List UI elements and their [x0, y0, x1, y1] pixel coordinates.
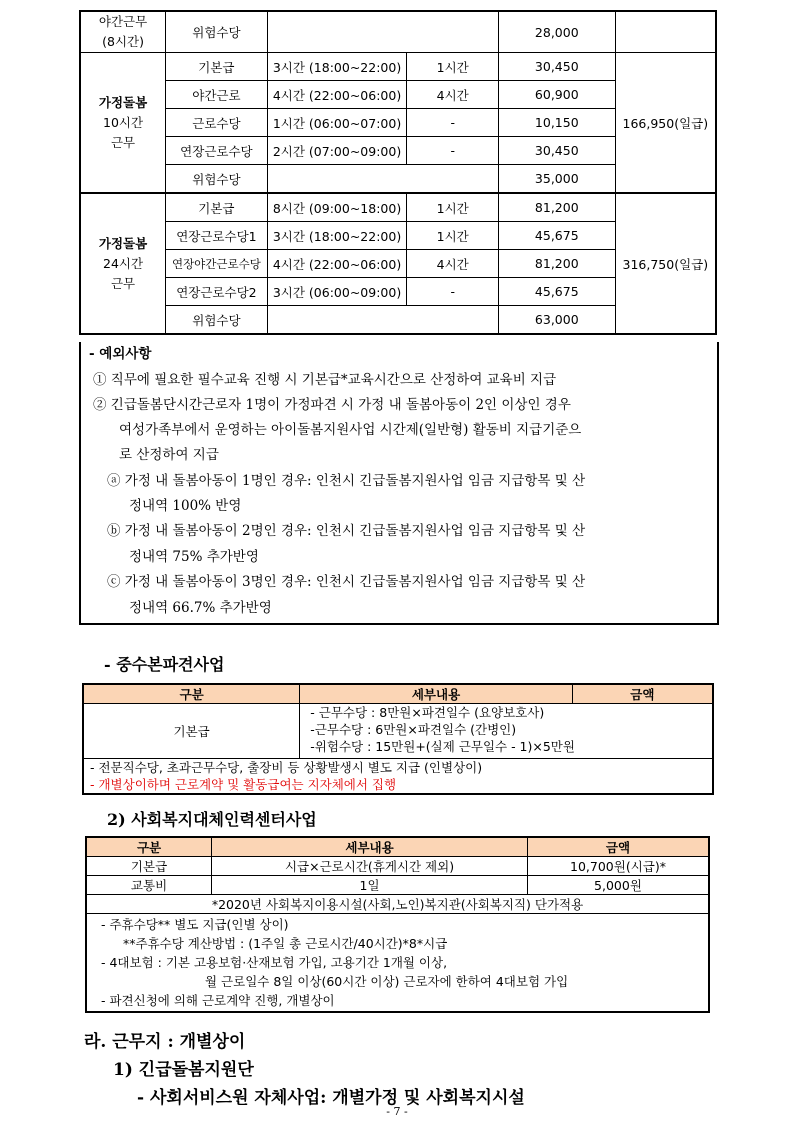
row-label: 교통비 — [86, 876, 212, 895]
total-cell — [615, 11, 716, 53]
item-cell: 연장야간근로수당 — [166, 250, 268, 278]
section-1-heading: 1) 긴급돌봄지원단 — [113, 1060, 254, 1080]
table-row — [83, 759, 713, 795]
table-row — [86, 857, 709, 876]
table-row — [86, 895, 709, 914]
amount-cell: 81,200 — [499, 193, 616, 222]
time-cell — [267, 165, 498, 194]
exception-line: 여성가족부에서 운영하는 아이돌봄지원사업 시간제(일반형) 활동비 지급기준으 — [119, 422, 582, 438]
note-line: - 4대보험 : 기본 고용보험·산재보험 가입, 고용기간 1개월 이상, — [101, 955, 448, 970]
note-line: - 전문직수당, 초과근무수당, 출장비 등 상황발생시 별도 지급 (인별상이) — [90, 760, 483, 775]
footnote-cell: *2020년 사회복지이용시설(사회,노인)복지관(사회복지직) 단가적용 — [86, 895, 709, 914]
amount-cell: 63,000 — [499, 306, 616, 335]
exception-line: 로 산정하여 지급 — [119, 447, 219, 463]
amount-cell: 10,700원(시급)* — [527, 857, 709, 876]
time-cell: 3시간 (18:00~22:00) — [267, 53, 407, 81]
group-cell — [80, 53, 166, 194]
detail-line: -근무수당 : 6만원×파견일수 (간병인) — [310, 722, 517, 737]
exception-line: ① 직무에 필요한 필수교육 진행 시 기본급*교육시간으로 산정하여 교육비 지급 — [93, 372, 557, 388]
wage-table — [79, 10, 717, 335]
item-cell: 연장근로수당2 — [166, 278, 268, 306]
amount-cell: 45,675 — [499, 278, 616, 306]
rest-cell: - — [407, 278, 499, 306]
detail-line: -위험수당 : 15만원+(실제 근무일수 - 1)×5만원 — [310, 739, 575, 754]
table-row — [80, 53, 716, 81]
dispatch-heading: - 중수본파견사업 — [104, 655, 225, 674]
item-cell: 위험수당 — [166, 165, 268, 194]
row-label: 기본급 — [86, 857, 212, 876]
header-cell: 세부내용 — [300, 684, 572, 704]
detail-cell: 1일 — [212, 876, 528, 895]
time-cell: 8시간 (09:00~18:00) — [267, 193, 407, 222]
rest-cell: 4시간 — [407, 250, 499, 278]
item-cell: 위험수당 — [166, 11, 268, 53]
rest-cell: 1시간 — [407, 53, 499, 81]
page-number: - 7 - — [386, 1105, 408, 1118]
item-cell: 위험수당 — [166, 306, 268, 335]
group-label: 가정돌봄 — [98, 235, 148, 251]
table-row — [86, 914, 709, 1013]
header-cell: 구분 — [86, 837, 212, 857]
note-line-red: - 개별상이하며 근로계약 및 활동급여는 지자체에서 집행 — [90, 777, 397, 792]
header-cell: 구분 — [83, 684, 300, 704]
exception-line: 정내역 75% 추가반영 — [129, 549, 259, 565]
time-cell: 3시간 (18:00~22:00) — [267, 222, 407, 250]
item-cell: 기본급 — [166, 53, 268, 81]
group-cell — [80, 193, 166, 334]
exception-line: ⓐ 가정 내 돌봄아동이 1명인 경우: 인천시 긴급돌봄지원사업 임금 지급항목 및 산 — [107, 473, 586, 489]
exceptions-box — [79, 342, 719, 625]
table-row — [80, 11, 716, 53]
social-table — [85, 836, 710, 1013]
note-line: - 주휴수당** 별도 지급(인별 상이) — [101, 917, 289, 932]
social-heading: 2) 사회복지대체인력센터사업 — [107, 810, 317, 829]
note-line: 월 근로일수 8일 이상(60시간 이상) 근로자에 한하여 4대보험 가입 — [205, 974, 569, 989]
amount-cell: 5,000원 — [527, 876, 709, 895]
amount-cell: 30,450 — [499, 137, 616, 165]
table-row — [80, 193, 716, 222]
amount-cell: 81,200 — [499, 250, 616, 278]
group-sub: 10시간 — [103, 114, 144, 130]
amount-cell: 10,150 — [499, 109, 616, 137]
amount-cell: 60,900 — [499, 81, 616, 109]
group-sub: 24시간 — [103, 255, 144, 271]
time-cell: 1시간 (06:00~07:00) — [267, 109, 407, 137]
time-cell: 4시간 (22:00~06:00) — [267, 250, 407, 278]
details-cell — [300, 704, 713, 759]
time-cell — [267, 306, 498, 335]
item-cell: 기본급 — [166, 193, 268, 222]
total-cell: 316,750(일급) — [615, 193, 716, 334]
table-row — [86, 876, 709, 895]
table-header-row — [86, 837, 709, 857]
header-cell: 금액 — [527, 837, 709, 857]
time-cell: 4시간 (22:00~06:00) — [267, 81, 407, 109]
notes-cell — [83, 759, 713, 795]
group-label: 야간근무 — [98, 14, 148, 29]
group-sub: 근무 — [110, 275, 136, 291]
time-cell: 2시간 (07:00~09:00) — [267, 137, 407, 165]
exception-line: ⓑ 가정 내 돌봄아동이 2명인 경우: 인천시 긴급돌봄지원사업 임금 지급항목 및 산 — [107, 523, 586, 539]
exception-line: ⓒ 가정 내 돌봄아동이 3명인 경우: 인천시 긴급돌봄지원사업 임금 지급항목 및 산 — [107, 574, 586, 590]
rest-cell: 1시간 — [407, 222, 499, 250]
group-sub: (8시간) — [102, 34, 144, 49]
time-cell — [267, 11, 498, 53]
amount-cell: 30,450 — [499, 53, 616, 81]
section-la-heading: 라. 근무지 : 개별상이 — [84, 1032, 246, 1052]
table-row — [83, 704, 713, 759]
section-dash-heading: - 사회서비스원 자체사업: 개별가정 및 사회복지시설 — [137, 1088, 525, 1108]
exceptions-title: - 예외사항 — [89, 346, 152, 362]
exception-line: 정내역 100% 반영 — [129, 498, 242, 514]
time-cell: 3시간 (06:00~09:00) — [267, 278, 407, 306]
detail-line: - 근무수당 : 8만원×파견일수 (요양보호사) — [310, 705, 545, 720]
notes-cell — [86, 914, 709, 1013]
exception-line: ② 긴급돌봄단시간근로자 1명이 가정파견 시 가정 내 돌봄아동이 2인 이상인 경우 — [93, 397, 571, 413]
amount-cell: 28,000 — [499, 11, 616, 53]
header-cell: 세부내용 — [212, 837, 528, 857]
group-label: 가정돌봄 — [98, 94, 148, 110]
rest-cell: 1시간 — [407, 193, 499, 222]
item-cell: 연장근로수당 — [166, 137, 268, 165]
detail-cell: 시급×근로시간(휴게시간 제외) — [212, 857, 528, 876]
item-cell: 근로수당 — [166, 109, 268, 137]
note-line: **주휴수당 계산방법 : (1주일 총 근로시간/40시간)*8*시급 — [123, 936, 448, 951]
exception-line: 정내역 66.7% 추가반영 — [129, 600, 272, 616]
table-header-row — [83, 684, 713, 704]
rest-cell: - — [407, 137, 499, 165]
rest-cell: 4시간 — [407, 81, 499, 109]
total-cell: 166,950(일급) — [615, 53, 716, 194]
group-sub: 근무 — [110, 134, 136, 150]
dispatch-table — [82, 683, 714, 795]
note-line: - 파견신청에 의해 근로계약 진행, 개별상이 — [101, 993, 335, 1008]
item-cell: 연장근로수당1 — [166, 222, 268, 250]
amount-cell: 35,000 — [499, 165, 616, 194]
row-label: 기본급 — [83, 704, 300, 759]
item-cell: 야간근로 — [166, 81, 268, 109]
amount-cell: 45,675 — [499, 222, 616, 250]
group-cell — [80, 11, 166, 53]
rest-cell: - — [407, 109, 499, 137]
header-cell: 금액 — [572, 684, 713, 704]
